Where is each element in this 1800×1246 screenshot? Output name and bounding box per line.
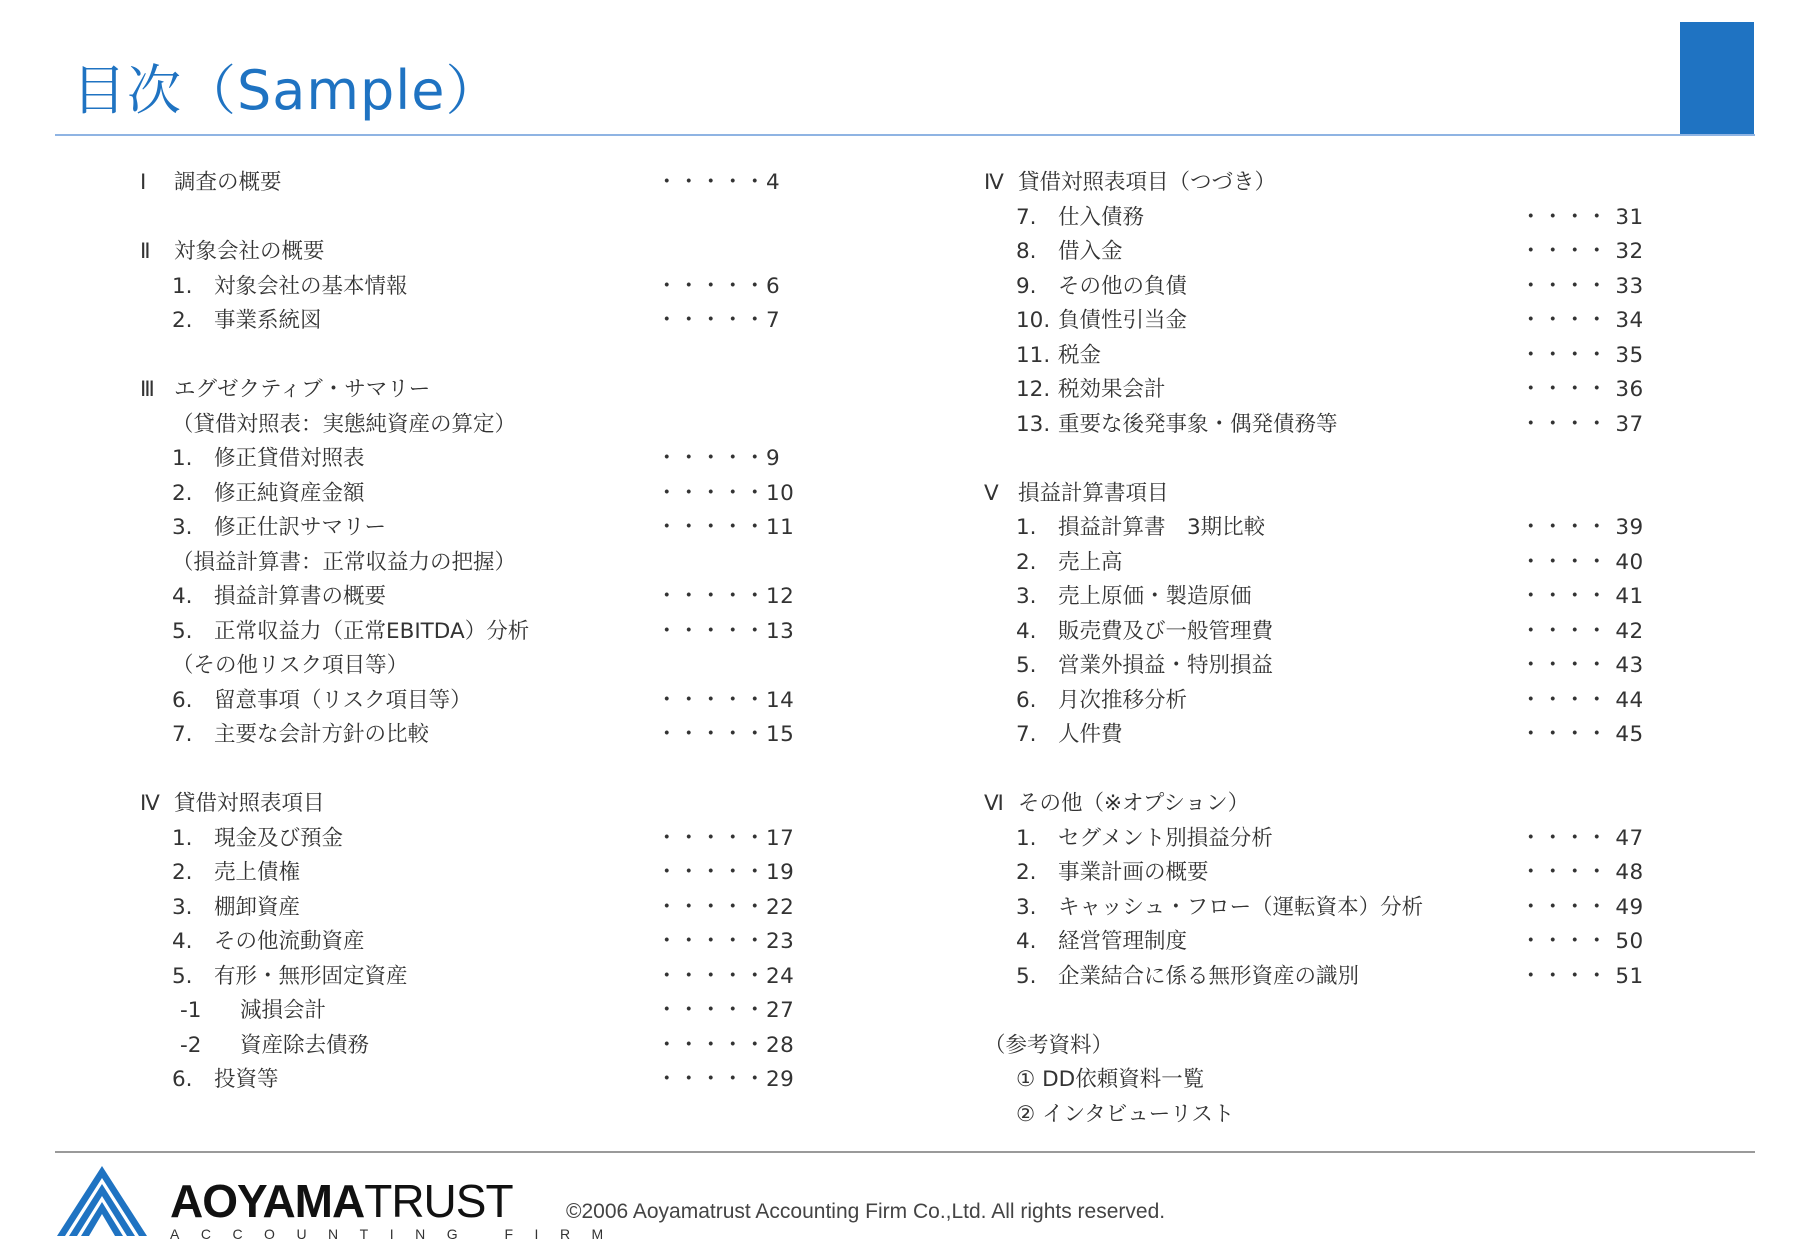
- item-number: 5.: [172, 963, 193, 989]
- toc-item: [140, 304, 800, 339]
- spacer: [140, 339, 800, 374]
- toc-section: [984, 166, 1664, 201]
- page-number: ・・・・ 48: [1520, 860, 1644, 885]
- item-title: 損益計算書の概要: [214, 584, 387, 609]
- toc-item: [984, 615, 1664, 650]
- spacer: [140, 753, 800, 788]
- toc-item: [984, 891, 1664, 926]
- item-number: 3.: [1016, 894, 1037, 920]
- toc-item: [984, 511, 1664, 546]
- page-number: ・・・・・6: [656, 273, 781, 299]
- group-note-text: （貸借対照表：実態純資産の算定）: [172, 411, 517, 437]
- item-number: 7.: [1016, 722, 1037, 747]
- item-number: 2.: [1016, 860, 1037, 885]
- page-number: ・・・・・23: [656, 929, 795, 954]
- section-numeral: Ⅱ: [140, 239, 151, 264]
- toc-group-note: [140, 649, 800, 684]
- page-number: ・・・・ 45: [1520, 722, 1644, 747]
- reference-item-text: ① DD依頼資料一覧: [1016, 1067, 1205, 1092]
- page-title: 目次（Sample）: [72, 59, 501, 122]
- item-number: 4.: [172, 584, 193, 609]
- page-number: ・・・・・12: [656, 584, 795, 609]
- toc-left-column: [140, 166, 800, 1098]
- section-numeral: Ⅳ: [140, 791, 160, 816]
- toc-subitem: [140, 1029, 800, 1064]
- group-note-text: （その他リスク項目等）: [172, 653, 409, 678]
- item-number: 1.: [1016, 515, 1037, 540]
- section-title: 調査の概要: [174, 170, 282, 195]
- toc-item: [984, 960, 1664, 995]
- toc-item: [140, 270, 800, 305]
- item-title: その他の負債: [1058, 273, 1188, 299]
- subitem-title: 資産除去債務: [240, 1032, 370, 1058]
- reference-heading-text: （参考資料）: [984, 1032, 1114, 1058]
- page-number: ・・・・ 40: [1520, 549, 1644, 575]
- item-number: 3.: [172, 515, 193, 540]
- item-number: 3.: [1016, 584, 1037, 609]
- reference-item-text: ② インタビューリスト: [1016, 1101, 1235, 1127]
- subitem-title: 減損会計: [240, 998, 327, 1023]
- item-number: 5.: [1016, 963, 1037, 989]
- page-number: ・・・・・24: [656, 963, 795, 989]
- page-number: ・・・・ 35: [1520, 342, 1644, 368]
- item-number: 2.: [172, 308, 193, 333]
- item-number: 4.: [172, 929, 193, 954]
- page-number: ・・・・ 49: [1520, 894, 1644, 920]
- spacer: [984, 442, 1664, 477]
- item-number: 6.: [172, 687, 193, 713]
- page-number: ・・・・・14: [656, 687, 795, 713]
- toc-item: [984, 649, 1664, 684]
- item-title: 売上原価・製造原価: [1058, 584, 1252, 609]
- reference-item: [984, 1063, 1664, 1098]
- toc-right-column: [984, 166, 1664, 1132]
- item-number: 10.: [1016, 308, 1051, 333]
- item-number: 5.: [1016, 653, 1037, 678]
- section-title: 貸借対照表項目: [174, 791, 325, 816]
- item-title: 税効果会計: [1058, 377, 1166, 402]
- toc-item: [140, 442, 800, 477]
- item-title: 売上高: [1058, 549, 1123, 575]
- page-number: ・・・・ 41: [1520, 584, 1644, 609]
- page-number: ・・・・・19: [656, 860, 795, 885]
- section-title: 損益計算書項目: [1018, 480, 1169, 506]
- brand-subtitle: ACCOUNTING FIRM: [170, 1226, 625, 1242]
- item-number: 12.: [1016, 377, 1051, 402]
- page-number: ・・・・ 47: [1520, 825, 1644, 851]
- mountain-logo-icon: [55, 1164, 149, 1242]
- item-number: 8.: [1016, 239, 1037, 264]
- item-title: 損益計算書 3期比較: [1058, 515, 1266, 540]
- toc-item: [984, 201, 1664, 236]
- toc-section: [984, 477, 1664, 512]
- section-title: 対象会社の概要: [174, 239, 325, 264]
- item-title: 主要な会計方針の比較: [214, 722, 430, 747]
- toc-item: [984, 856, 1664, 891]
- section-numeral: Ⅲ: [140, 377, 155, 402]
- spacer: [984, 753, 1664, 788]
- item-title: 現金及び預金: [214, 825, 344, 851]
- toc-item: [140, 1063, 800, 1098]
- page-number: ・・・・・11: [656, 515, 795, 540]
- page-number: ・・・・・7: [656, 308, 781, 333]
- item-title: 借入金: [1058, 239, 1123, 264]
- page-number: ・・・・ 32: [1520, 239, 1644, 264]
- toc-item: [140, 960, 800, 995]
- toc-item: [984, 235, 1664, 270]
- toc-item: [984, 684, 1664, 719]
- section-title: その他（※オプション）: [1018, 791, 1250, 816]
- item-title: 企業結合に係る無形資産の識別: [1058, 963, 1360, 989]
- item-number: 1.: [172, 273, 193, 299]
- toc-section: [140, 166, 800, 201]
- toc-item: [984, 822, 1664, 857]
- section-numeral: Ⅵ: [984, 791, 1004, 816]
- item-title: 有形・無形固定資産: [214, 963, 408, 989]
- section-numeral: Ⅴ: [984, 480, 999, 506]
- section-numeral: Ⅳ: [984, 170, 1004, 195]
- item-title: 営業外損益・特別損益: [1058, 653, 1274, 678]
- item-number: 1.: [172, 825, 193, 851]
- item-number: 13.: [1016, 411, 1051, 437]
- item-title: 棚卸資産: [214, 894, 301, 920]
- toc-item: [984, 373, 1664, 408]
- toc-subitem: [140, 994, 800, 1029]
- toc-item: [984, 339, 1664, 374]
- item-title: 重要な後発事象・偶発債務等: [1058, 411, 1338, 437]
- item-title: 事業計画の概要: [1058, 860, 1209, 885]
- toc-group-note: [140, 546, 800, 581]
- item-title: 経営管理制度: [1058, 929, 1188, 954]
- page-number: ・・・・ 51: [1520, 963, 1644, 989]
- toc-group-note: [140, 408, 800, 443]
- section-title: 貸借対照表項目（つづき）: [1018, 170, 1277, 195]
- section-numeral: Ⅰ: [140, 170, 147, 195]
- page-number: ・・・・・13: [656, 618, 795, 644]
- item-number: 1.: [1016, 825, 1037, 851]
- corner-accent-block: [1680, 22, 1754, 134]
- spacer: [140, 201, 800, 236]
- item-title: 負債性引当金: [1058, 308, 1188, 333]
- page-number: ・・・・ 36: [1520, 377, 1644, 402]
- subitem-number: -2: [180, 1032, 202, 1058]
- item-number: 7.: [172, 722, 193, 747]
- toc-item: [984, 580, 1664, 615]
- toc-item: [140, 856, 800, 891]
- reference-heading: [984, 1029, 1664, 1064]
- item-title: セグメント別損益分析: [1058, 825, 1273, 851]
- toc-section: [140, 373, 800, 408]
- page-number: ・・・・ 50: [1520, 929, 1644, 954]
- item-number: 9.: [1016, 273, 1037, 299]
- header-divider: [55, 134, 1755, 136]
- reference-item: [984, 1098, 1664, 1133]
- item-number: 5.: [172, 618, 193, 644]
- toc-item: [140, 822, 800, 857]
- page-number: ・・・・・15: [656, 722, 795, 747]
- item-title: その他流動資産: [214, 929, 365, 954]
- page-number: ・・・・・17: [656, 825, 795, 851]
- toc-section: [140, 787, 800, 822]
- page-number: ・・・・・9: [656, 446, 781, 471]
- brand-bold: AOYAMA: [170, 1175, 365, 1227]
- toc-item: [984, 408, 1664, 443]
- footer-divider: [55, 1151, 1755, 1153]
- item-title: 修正貸借対照表: [214, 446, 365, 471]
- item-number: 2.: [172, 480, 193, 506]
- section-title: エグゼクティブ・サマリー: [174, 377, 431, 402]
- page-number: ・・・・ 43: [1520, 653, 1644, 678]
- toc-item: [984, 546, 1664, 581]
- page-number: ・・・・ 44: [1520, 687, 1644, 713]
- item-title: 正常収益力（正常EBITDA）分析: [214, 618, 530, 644]
- item-title: キャッシュ・フロー（運転資本）分析: [1058, 894, 1424, 920]
- page-number: ・・・・ 31: [1520, 204, 1644, 230]
- page-number: ・・・・・22: [656, 894, 795, 920]
- page-number: ・・・・・28: [656, 1032, 795, 1058]
- toc-item: [140, 891, 800, 926]
- item-title: 留意事項（リスク項目等）: [214, 687, 472, 713]
- item-number: 6.: [1016, 687, 1037, 713]
- toc-item: [984, 925, 1664, 960]
- page-number: ・・・・・4: [656, 170, 781, 195]
- toc-item: [984, 718, 1664, 753]
- item-number: 2.: [172, 860, 193, 885]
- item-number: 4.: [1016, 929, 1037, 954]
- item-title: 売上債権: [214, 860, 301, 885]
- toc-item: [140, 925, 800, 960]
- item-title: 人件費: [1058, 722, 1123, 747]
- item-number: 2.: [1016, 549, 1037, 575]
- spacer: [984, 994, 1664, 1029]
- item-title: 修正仕訳サマリー: [214, 515, 387, 540]
- item-title: 仕入債務: [1058, 204, 1145, 230]
- item-number: 6.: [172, 1067, 193, 1092]
- item-number: 7.: [1016, 204, 1037, 230]
- subitem-number: -1: [180, 998, 202, 1023]
- item-title: 販売費及び一般管理費: [1058, 618, 1274, 644]
- item-title: 月次推移分析: [1058, 687, 1188, 713]
- page-number: ・・・・・10: [656, 480, 795, 506]
- copyright-text: ©2006 Aoyamatrust Accounting Firm Co.,Ltd. All rights reserved.: [566, 1200, 1166, 1223]
- item-title: 修正純資産金額: [214, 480, 365, 506]
- page-number: ・・・・ 42: [1520, 618, 1644, 644]
- toc-item: [140, 580, 800, 615]
- page-number: ・・・・ 37: [1520, 411, 1644, 437]
- toc-item: [140, 511, 800, 546]
- item-number: 3.: [172, 894, 193, 920]
- item-title: 投資等: [214, 1067, 279, 1092]
- toc-item: [140, 477, 800, 512]
- toc-item: [984, 304, 1664, 339]
- page-number: ・・・・ 34: [1520, 308, 1644, 333]
- brand-light: TRUST: [364, 1175, 513, 1227]
- page-number: ・・・・・27: [656, 998, 795, 1023]
- toc-item: [140, 718, 800, 753]
- toc-section: [984, 787, 1664, 822]
- item-number: 4.: [1016, 618, 1037, 644]
- page-number: ・・・・・29: [656, 1067, 795, 1092]
- item-title: 税金: [1058, 342, 1102, 368]
- group-note-text: （損益計算書：正常収益力の把握）: [172, 549, 517, 575]
- item-title: 対象会社の基本情報: [214, 273, 408, 299]
- item-number: 1.: [172, 446, 193, 471]
- item-title: 事業系統図: [214, 308, 322, 333]
- toc-section: [140, 235, 800, 270]
- page-number: ・・・・ 33: [1520, 273, 1644, 299]
- page-number: ・・・・ 39: [1520, 515, 1644, 540]
- toc-item: [140, 615, 800, 650]
- toc-item: [140, 684, 800, 719]
- brand-wordmark: [170, 1174, 513, 1228]
- item-number: 11.: [1016, 342, 1051, 368]
- toc-item: [984, 270, 1664, 305]
